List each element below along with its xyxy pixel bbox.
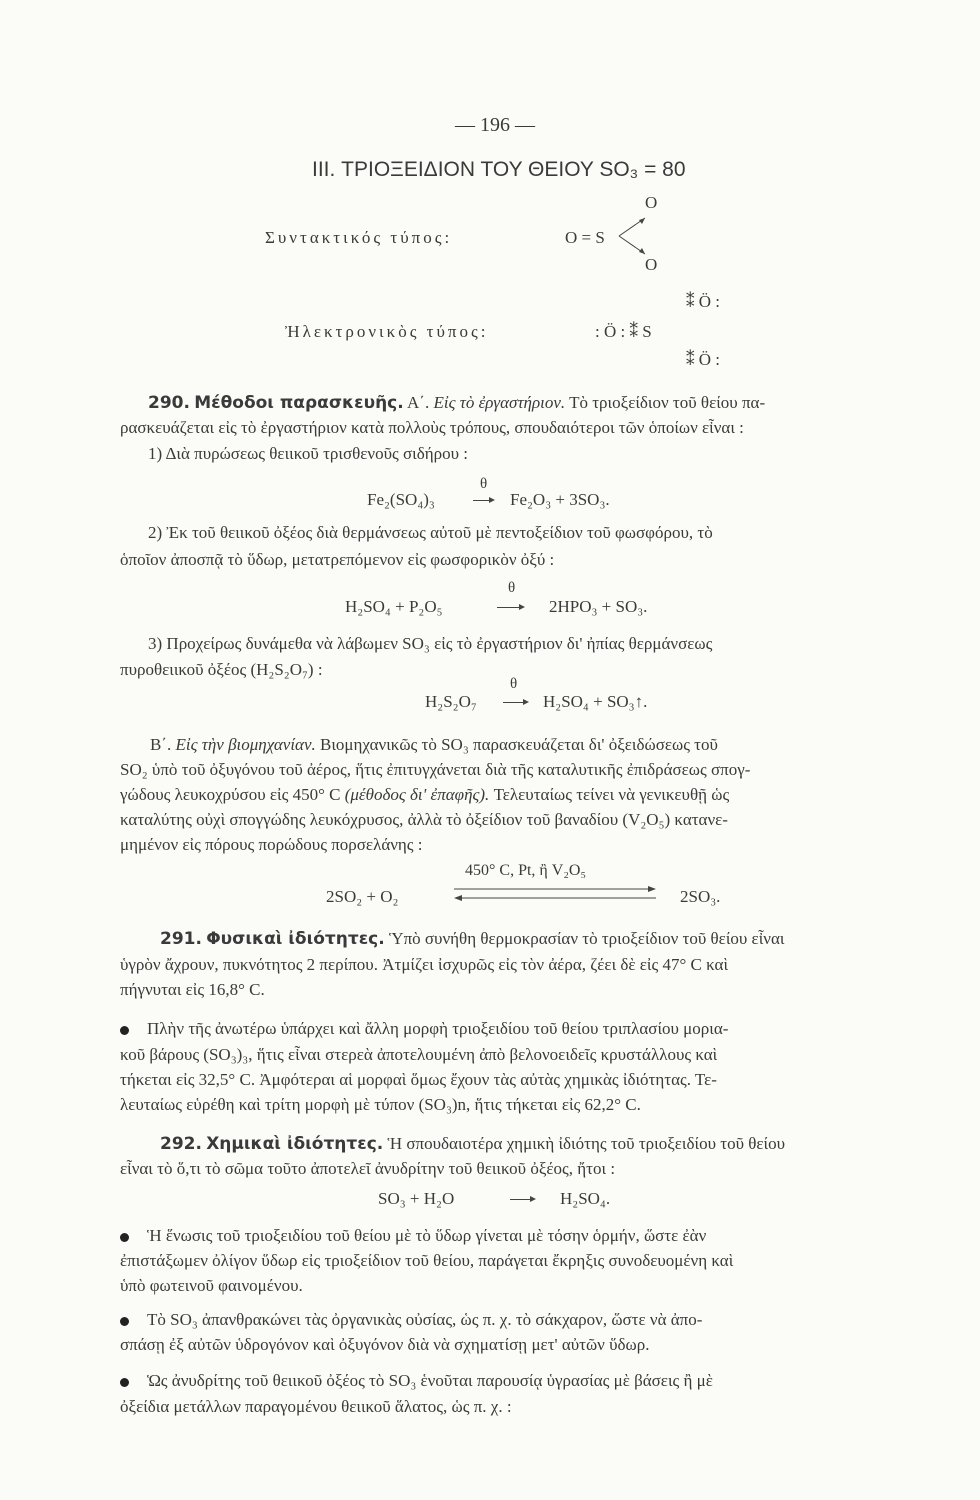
s290-part-b-title: Εἰς τὴν βιομηχανίαν. bbox=[175, 735, 316, 754]
s290-heading: Μέθοδοι παρασκευῆς. bbox=[194, 393, 404, 413]
eq3-left: H₂S₂O₇ bbox=[425, 692, 477, 711]
s290-part-b-line-3-a: γώδους λευκοχρύσου εἰς 450° C bbox=[120, 785, 341, 804]
s292-number: 292. bbox=[160, 1134, 202, 1154]
s290-part-b-line-3-italic: (μέθοδος δι' ἐπαφῆς). bbox=[344, 785, 490, 804]
bullet-icon bbox=[120, 1378, 129, 1387]
s292-heading: Χημικαὶ ἰδιότητες. bbox=[206, 1134, 384, 1154]
eq4-right: 2SO₃. bbox=[680, 887, 721, 906]
s290-number: 290. bbox=[148, 393, 190, 413]
s292-line-2: εἶναι τὸ ὅ,τι τὸ σῶμα τοῦτο ἀποτελεῖ ἀνυδρίτην τοῦ θειικοῦ ὀξέος, ἤτοι : bbox=[120, 1159, 616, 1178]
eq5-right: H₂SO₄. bbox=[560, 1189, 611, 1208]
s291-p2-line-1 bbox=[120, 1018, 940, 1040]
s291-heading: Φυσικαὶ ἰδιότητες. bbox=[206, 929, 385, 949]
s290-part-b: Β΄. bbox=[150, 735, 172, 754]
s290-part-b-line-1-text: Βιομηχανικῶς τὸ SO₃ παρασκευάζεται δι' ὀξειδώσεως τοῦ bbox=[320, 735, 718, 754]
s290-line-1-text: Τὸ τριοξείδιον τοῦ θείου πα- bbox=[569, 393, 766, 412]
eq3-condition: θ bbox=[510, 676, 518, 692]
eq3-right: H₂SO₄ + SO₃↑. bbox=[543, 692, 648, 711]
s291-line-1-text: Ὑπὸ συνήθη θερμοκρασίαν τὸ τριοξείδιον τοῦ θείου εἶναι bbox=[388, 929, 785, 948]
electronic-formula-o-top: ⁑ Ö : bbox=[686, 292, 720, 311]
s292-p2-line-1 bbox=[120, 1225, 940, 1247]
s291-line-3: πήγνυται εἰς 16,8° C. bbox=[120, 980, 265, 999]
eq1-right: Fe₂O₃ + 3SO₃. bbox=[510, 490, 610, 509]
s290-method-2-line-1: 2) Ἐκ τοῦ θειικοῦ ὀξέος διὰ θερμάνσεως αὐτοῦ μὲ πεντοξείδιον τοῦ φωσφόρου, τὸ bbox=[148, 523, 713, 542]
s290-part-b-line-3-b: Τελευταίως τείνει νὰ γενικευθῇ ὡς bbox=[493, 785, 730, 804]
s292-p3-line-1-text: Τὸ SO₃ ἀπανθρακώνει τὰς ὀργανικὰς οὐσίας, ὡς π. χ. τὸ σάκχαρον, ὥστε νὰ ἀπο- bbox=[147, 1310, 703, 1329]
s290-part-b-line-2: SO₂ ὑπὸ τοῦ ὀξυγόνου τοῦ ἀέρος, ἥτις ἐπιτυγχάνεται διὰ τῆς καταλυτικῆς ἐπιδράσεως σπογ- bbox=[120, 760, 751, 779]
s292-line-1-text: Ἡ σπουδαιοτέρα χημικὴ ἰδιότης τοῦ τριοξειδίου τοῦ θείου bbox=[387, 1134, 786, 1153]
s292-p4-line-2: ὀξείδια μετάλλων παραγομένου θειικοῦ ἅλατος, ὡς π. χ. : bbox=[120, 1397, 512, 1416]
s291-p2-line-4: λευταίως εὑρέθη καὶ τρίτη μορφὴ μὲ τύπον (SO₃)n, ἥτις τήκεται εἰς 62,2° C. bbox=[120, 1095, 641, 1114]
eq2-left: H₂SO₄ + P₂O₅ bbox=[345, 597, 443, 616]
s290-part-b-line-5: μημένον εἰς πόρους πορώδους πορσελάνης : bbox=[120, 835, 423, 854]
s292-p3-line-1 bbox=[120, 1309, 940, 1331]
s292-p4-line-1-text: Ὡς ἀνυδρίτης τοῦ θειικοῦ ὀξέος τὸ SO₃ ἑνοῦται παρουσίᾳ ὑγρασίας μὲ βάσεις ἢ μὲ bbox=[147, 1371, 713, 1390]
page-number: — 196 — bbox=[455, 114, 535, 136]
eq2-condition: θ bbox=[508, 580, 516, 596]
eq2-arrow bbox=[497, 607, 523, 608]
eq4-equilibrium-arrows bbox=[452, 884, 658, 904]
structural-formula-left: O = S bbox=[565, 228, 605, 247]
s290-line-2: ρασκευάζεται εἰς τὸ ἐργαστήριον κατὰ πολλοὺς τρόπους, σπουδαιότεροι τῶν ὁποίων εἶναι : bbox=[120, 418, 744, 437]
eq1-left: Fe₂(SO₄)₃ bbox=[367, 490, 435, 509]
eq4-condition: 450° C, Pt, ἢ V₂O₅ bbox=[465, 862, 587, 879]
s292-p2-line-3: ὑπὸ φωτεινοῦ φαινομένου. bbox=[120, 1276, 303, 1295]
s291-p2-line-3: τήκεται εἰς 32,5° C. Ἀμφότεραι αἱ μορφαὶ ὅμως ἔχουν τὰς αὐτὰς χημικὰς ἰδιότητας. Τε- bbox=[120, 1070, 717, 1089]
eq5-arrow bbox=[510, 1199, 534, 1200]
s291-p2-line-2: κοῦ βάρους (SO₃)₃, ἥτις εἶναι στερεὰ ἀποτελουμένη ἀπὸ βελονοειδεῖς κρυστάλλους καὶ bbox=[120, 1045, 718, 1064]
structural-formula-label: Συντακτικός τύπος: bbox=[265, 228, 453, 247]
s292-p2-line-1-text: Ἡ ἕνωσις τοῦ τριοξειδίου τοῦ θείου μὲ τὸ ὕδωρ γίνεται μὲ τόσην ὁρμήν, ὥστε ἐὰν bbox=[147, 1226, 707, 1245]
s290-part-a: Α΄. bbox=[407, 393, 430, 412]
s290-method-3-line-2: πυροθειικοῦ ὀξέος (H₂S₂O₇) : bbox=[120, 660, 323, 679]
s292-p3-line-2: σπάσῃ ἐξ αὐτῶν ὑδρογόνον καὶ ὀξυγόνον διὰ νὰ σχηματίσῃ μετ' αὐτῶν ὕδωρ. bbox=[120, 1335, 650, 1354]
s290-method-1: 1) Διὰ πυρώσεως θειικοῦ τρισθενοῦς σιδήρου : bbox=[148, 444, 469, 463]
s292-p2-line-2: ἐπιστάξωμεν ὀλίγον ὕδωρ εἰς τριοξείδιον τοῦ θείου, παράγεται ἔκρηξις συνοδευομένη καὶ bbox=[120, 1251, 734, 1270]
eq4-left: 2SO₂ + O₂ bbox=[326, 887, 399, 906]
structural-formula-o-top: O bbox=[645, 193, 658, 212]
electronic-formula-label: Ἠλεκτρονικὸς τύπος: bbox=[285, 322, 489, 341]
s292-p4-line-1 bbox=[120, 1370, 940, 1392]
electronic-formula-left: : Ö : ⁑ S bbox=[595, 322, 652, 341]
s290-method-2-line-2: ὁποῖον ἀποσπᾷ τὸ ὕδωρ, μετατρεπόμενον εἰς φωσφορικὸν ὀξύ : bbox=[120, 550, 555, 569]
eq3-arrow bbox=[503, 702, 527, 703]
s290-method-3-line-1: 3) Προχείρως δυνάμεθα νὰ λάβωμεν SO₃ εἰς τὸ ἐργαστήριον δι' ἠπίας θερμάνσεως bbox=[148, 634, 713, 653]
eq5-left: SO₃ + H₂O bbox=[378, 1189, 455, 1208]
s291-line-1 bbox=[160, 928, 980, 950]
s290-line-1 bbox=[148, 392, 968, 414]
eq2-right: 2HPO₃ + SO₃. bbox=[549, 597, 648, 616]
s292-line-1 bbox=[160, 1133, 980, 1155]
bullet-icon bbox=[120, 1026, 129, 1035]
eq1-condition: θ bbox=[480, 476, 488, 492]
s290-part-b-line-4: καταλύτης οὐχὶ σπογγώδης λευκόχρυσος, ἀλλὰ τὸ ὀξείδιον τοῦ βαναδίου (V₂O₅) κατανε- bbox=[120, 810, 728, 829]
electronic-formula-o-bottom: ⁑ Ö : bbox=[686, 350, 720, 369]
bullet-icon bbox=[120, 1233, 129, 1242]
eq1-arrow bbox=[473, 500, 493, 501]
s290-part-b-line-1 bbox=[150, 734, 970, 756]
s291-line-2: ὑγρὸν ἄχρουν, πυκνότητος 2 περίπου. Ἀτμίζει ἰσχυρῶς εἰς τὸν ἀέρα, ζέει δὲ εἰς 47° C καὶ bbox=[120, 955, 729, 974]
s291-number: 291. bbox=[160, 929, 202, 949]
section-title: III. ΤΡΙΟΞΕΙΔΙΟΝ ΤΟΥ ΘΕΙΟΥ SO₃ = 80 bbox=[312, 158, 686, 181]
bullet-icon bbox=[120, 1317, 129, 1326]
structural-formula-o-bottom: O bbox=[645, 255, 658, 274]
s290-part-b-line-3 bbox=[120, 784, 940, 806]
structural-bonds-graphic bbox=[615, 212, 655, 262]
s290-part-a-title: Εἰς τὸ ἐργαστήριον. bbox=[433, 393, 566, 412]
s291-p2-line-1-text: Πλὴν τῆς ἀνωτέρω ὑπάρχει καὶ ἄλλη μορφὴ τριοξειδίου τοῦ θείου τριπλασίου μορια- bbox=[147, 1019, 729, 1038]
